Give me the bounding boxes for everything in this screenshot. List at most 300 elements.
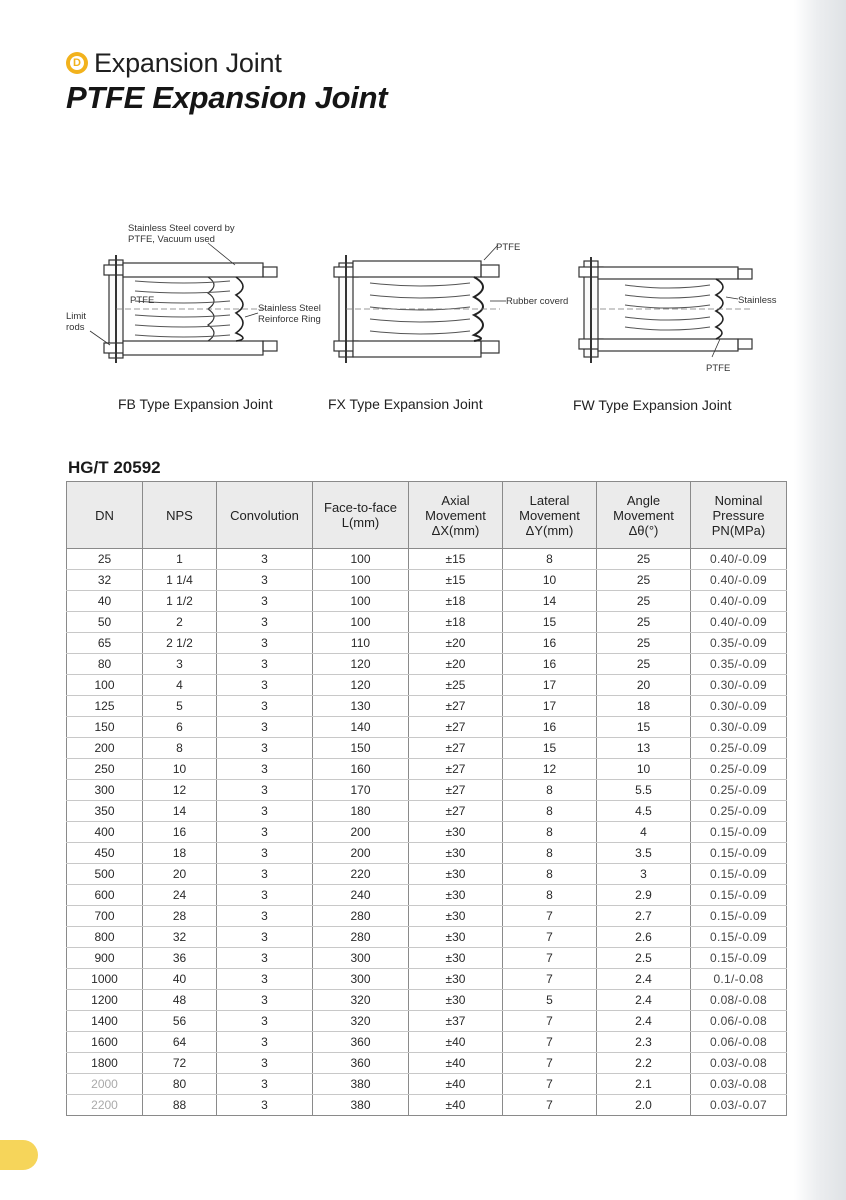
table-row bbox=[67, 717, 787, 738]
cell-face-to-face: 100 bbox=[313, 570, 409, 591]
cell-face-to-face: 100 bbox=[313, 549, 409, 570]
cell-dn: 900 bbox=[67, 948, 143, 969]
fb-note-ring bbox=[258, 303, 321, 325]
cell-axial-movement: ±18 bbox=[409, 591, 503, 612]
cell-convolution: 3 bbox=[217, 1095, 313, 1116]
cell-angle-movement: 25 bbox=[597, 633, 691, 654]
cell-lateral-movement: 7 bbox=[503, 927, 597, 948]
cell-convolution: 3 bbox=[217, 612, 313, 633]
cell-axial-movement: ±15 bbox=[409, 549, 503, 570]
cell-face-to-face: 170 bbox=[313, 780, 409, 801]
cell-angle-movement: 3 bbox=[597, 864, 691, 885]
table-row bbox=[67, 1032, 787, 1053]
cell-face-to-face: 120 bbox=[313, 654, 409, 675]
cell-face-to-face: 360 bbox=[313, 1053, 409, 1074]
cell-face-to-face: 280 bbox=[313, 927, 409, 948]
cell-axial-movement: ±27 bbox=[409, 801, 503, 822]
cell-angle-movement: 2.7 bbox=[597, 906, 691, 927]
spec-table bbox=[66, 481, 787, 1116]
cell-nps: 1 1/2 bbox=[143, 591, 217, 612]
fb-note-limit-line1: Limit bbox=[66, 311, 87, 322]
cell-dn: 1400 bbox=[67, 1011, 143, 1032]
section-badge-icon bbox=[66, 52, 88, 74]
header-face-to-face-l2: L(mm) bbox=[341, 515, 380, 530]
cell-dn: 150 bbox=[67, 717, 143, 738]
cell-lateral-movement: 7 bbox=[503, 1032, 597, 1053]
cell-angle-movement: 3.5 bbox=[597, 843, 691, 864]
cell-nps: 1 bbox=[143, 549, 217, 570]
cell-dn: 40 bbox=[67, 591, 143, 612]
cell-nominal-pressure: 0.35/-0.09 bbox=[691, 654, 787, 675]
cell-nps: 5 bbox=[143, 696, 217, 717]
cell-face-to-face: 380 bbox=[313, 1074, 409, 1095]
section-badge-letter: D bbox=[70, 56, 84, 70]
cell-convolution: 3 bbox=[217, 780, 313, 801]
cell-convolution: 3 bbox=[217, 549, 313, 570]
cell-dn: 2000 bbox=[67, 1074, 143, 1095]
cell-lateral-movement: 14 bbox=[503, 591, 597, 612]
cell-axial-movement: ±27 bbox=[409, 696, 503, 717]
table-row bbox=[67, 759, 787, 780]
cell-dn: 2200 bbox=[67, 1095, 143, 1116]
table-row bbox=[67, 654, 787, 675]
cell-angle-movement: 25 bbox=[597, 612, 691, 633]
header-nominal-pressure-l3: PN(MPa) bbox=[711, 522, 766, 538]
cell-dn: 350 bbox=[67, 801, 143, 822]
cell-nominal-pressure: 0.15/-0.09 bbox=[691, 885, 787, 906]
fb-note-ring-line2: Reinforce Ring bbox=[258, 314, 321, 325]
cell-axial-movement: ±30 bbox=[409, 885, 503, 906]
cell-lateral-movement: 15 bbox=[503, 612, 597, 633]
cell-nominal-pressure: 0.15/-0.09 bbox=[691, 906, 787, 927]
cell-face-to-face: 150 bbox=[313, 738, 409, 759]
cell-dn: 1800 bbox=[67, 1053, 143, 1074]
header-dn-l1: DN bbox=[95, 507, 114, 523]
cell-dn: 100 bbox=[67, 675, 143, 696]
cell-convolution: 3 bbox=[217, 843, 313, 864]
cell-axial-movement: ±30 bbox=[409, 969, 503, 990]
table-row bbox=[67, 822, 787, 843]
cell-lateral-movement: 8 bbox=[503, 843, 597, 864]
cell-face-to-face: 200 bbox=[313, 843, 409, 864]
cell-nps: 10 bbox=[143, 759, 217, 780]
table-row bbox=[67, 1011, 787, 1032]
cell-face-to-face: 100 bbox=[313, 591, 409, 612]
cell-nominal-pressure: 0.15/-0.09 bbox=[691, 843, 787, 864]
cell-dn: 700 bbox=[67, 906, 143, 927]
cell-lateral-movement: 8 bbox=[503, 780, 597, 801]
table-row bbox=[67, 591, 787, 612]
cell-angle-movement: 2.0 bbox=[597, 1095, 691, 1116]
header-angle-movement-l1: Angle bbox=[626, 492, 661, 508]
cell-dn: 250 bbox=[67, 759, 143, 780]
section-title: Expansion Joint bbox=[94, 47, 282, 78]
cell-angle-movement: 2.1 bbox=[597, 1074, 691, 1095]
cell-dn: 450 bbox=[67, 843, 143, 864]
cell-convolution: 3 bbox=[217, 654, 313, 675]
cell-convolution: 3 bbox=[217, 1011, 313, 1032]
cell-angle-movement: 25 bbox=[597, 654, 691, 675]
cell-axial-movement: ±30 bbox=[409, 843, 503, 864]
cell-convolution: 3 bbox=[217, 990, 313, 1011]
header-convolution bbox=[217, 482, 313, 549]
section-heading bbox=[66, 48, 387, 78]
cell-angle-movement: 2.6 bbox=[597, 927, 691, 948]
cell-convolution: 3 bbox=[217, 1053, 313, 1074]
header-nps bbox=[143, 482, 217, 549]
table-row bbox=[67, 885, 787, 906]
cell-nps: 72 bbox=[143, 1053, 217, 1074]
cell-nps: 28 bbox=[143, 906, 217, 927]
cell-lateral-movement: 16 bbox=[503, 654, 597, 675]
cell-nps: 12 bbox=[143, 780, 217, 801]
spec-table-header bbox=[67, 482, 787, 549]
table-row bbox=[67, 612, 787, 633]
cell-dn: 200 bbox=[67, 738, 143, 759]
cell-angle-movement: 18 bbox=[597, 696, 691, 717]
table-row bbox=[67, 738, 787, 759]
cell-face-to-face: 160 bbox=[313, 759, 409, 780]
table-row bbox=[67, 843, 787, 864]
cell-dn: 500 bbox=[67, 864, 143, 885]
fw-note-stainless: Stainless bbox=[738, 295, 777, 306]
cell-convolution: 3 bbox=[217, 717, 313, 738]
page-header bbox=[66, 48, 387, 116]
cell-convolution: 3 bbox=[217, 738, 313, 759]
joint-diagrams bbox=[60, 215, 780, 425]
cell-face-to-face: 130 bbox=[313, 696, 409, 717]
header-angle-movement bbox=[597, 482, 691, 549]
cell-lateral-movement: 7 bbox=[503, 948, 597, 969]
cell-axial-movement: ±40 bbox=[409, 1074, 503, 1095]
table-row bbox=[67, 801, 787, 822]
cell-lateral-movement: 17 bbox=[503, 696, 597, 717]
cell-axial-movement: ±18 bbox=[409, 612, 503, 633]
cell-convolution: 3 bbox=[217, 633, 313, 654]
cell-convolution: 3 bbox=[217, 927, 313, 948]
cell-lateral-movement: 17 bbox=[503, 675, 597, 696]
cell-convolution: 3 bbox=[217, 759, 313, 780]
cell-lateral-movement: 16 bbox=[503, 633, 597, 654]
cell-angle-movement: 13 bbox=[597, 738, 691, 759]
cell-nominal-pressure: 0.25/-0.09 bbox=[691, 801, 787, 822]
cell-angle-movement: 25 bbox=[597, 591, 691, 612]
cell-nominal-pressure: 0.40/-0.09 bbox=[691, 570, 787, 591]
cell-nominal-pressure: 0.1/-0.08 bbox=[691, 969, 787, 990]
cell-convolution: 3 bbox=[217, 801, 313, 822]
table-row bbox=[67, 780, 787, 801]
header-dn bbox=[67, 482, 143, 549]
cell-face-to-face: 280 bbox=[313, 906, 409, 927]
cell-nominal-pressure: 0.30/-0.09 bbox=[691, 717, 787, 738]
cell-axial-movement: ±30 bbox=[409, 948, 503, 969]
cell-dn: 300 bbox=[67, 780, 143, 801]
fx-type-diagram bbox=[334, 245, 506, 363]
cell-lateral-movement: 8 bbox=[503, 864, 597, 885]
cell-nps: 40 bbox=[143, 969, 217, 990]
cell-axial-movement: ±30 bbox=[409, 927, 503, 948]
cell-face-to-face: 200 bbox=[313, 822, 409, 843]
header-nominal-pressure-l1: Nominal bbox=[714, 492, 763, 508]
cell-nps: 20 bbox=[143, 864, 217, 885]
cell-axial-movement: ±37 bbox=[409, 1011, 503, 1032]
table-row bbox=[67, 1095, 787, 1116]
fb-note-limit-rods bbox=[66, 311, 86, 333]
page-number-tab bbox=[0, 1140, 38, 1170]
cell-lateral-movement: 7 bbox=[503, 969, 597, 990]
cell-nps: 3 bbox=[143, 654, 217, 675]
cell-nps: 32 bbox=[143, 927, 217, 948]
cell-axial-movement: ±40 bbox=[409, 1095, 503, 1116]
cell-dn: 1000 bbox=[67, 969, 143, 990]
cell-nominal-pressure: 0.15/-0.09 bbox=[691, 822, 787, 843]
cell-nominal-pressure: 0.40/-0.09 bbox=[691, 591, 787, 612]
spec-table-body bbox=[67, 549, 787, 1116]
fb-note-cover bbox=[128, 223, 235, 245]
cell-nominal-pressure: 0.25/-0.09 bbox=[691, 738, 787, 759]
fx-note-rubber: Rubber coverd bbox=[506, 296, 569, 307]
cell-face-to-face: 320 bbox=[313, 1011, 409, 1032]
header-angle-movement-l3: Δθ(°) bbox=[628, 522, 659, 538]
cell-axial-movement: ±30 bbox=[409, 864, 503, 885]
cell-convolution: 3 bbox=[217, 864, 313, 885]
cell-dn: 80 bbox=[67, 654, 143, 675]
cell-axial-movement: ±27 bbox=[409, 780, 503, 801]
cell-face-to-face: 110 bbox=[313, 633, 409, 654]
cell-angle-movement: 2.4 bbox=[597, 990, 691, 1011]
cell-convolution: 3 bbox=[217, 1074, 313, 1095]
cell-dn: 800 bbox=[67, 927, 143, 948]
cell-lateral-movement: 7 bbox=[503, 1011, 597, 1032]
cell-lateral-movement: 16 bbox=[503, 717, 597, 738]
cell-convolution: 3 bbox=[217, 885, 313, 906]
cell-angle-movement: 2.4 bbox=[597, 969, 691, 990]
fw-caption: FW Type Expansion Joint bbox=[573, 397, 732, 413]
cell-nominal-pressure: 0.25/-0.09 bbox=[691, 759, 787, 780]
standard-label: HG/T 20592 bbox=[68, 458, 161, 477]
fb-note-ring-line1: Stainless Steel bbox=[258, 303, 321, 314]
header-lateral-movement-l2: Movement bbox=[519, 507, 580, 523]
cell-nominal-pressure: 0.15/-0.09 bbox=[691, 927, 787, 948]
cell-face-to-face: 360 bbox=[313, 1032, 409, 1053]
header-axial-movement bbox=[409, 482, 503, 549]
fx-note-ptfe: PTFE bbox=[496, 242, 521, 253]
cell-nominal-pressure: 0.06/-0.08 bbox=[691, 1032, 787, 1053]
cell-face-to-face: 320 bbox=[313, 990, 409, 1011]
cell-convolution: 3 bbox=[217, 969, 313, 990]
cell-nominal-pressure: 0.40/-0.09 bbox=[691, 612, 787, 633]
table-row bbox=[67, 549, 787, 570]
cell-nps: 2 1/2 bbox=[143, 633, 217, 654]
cell-axial-movement: ±30 bbox=[409, 906, 503, 927]
cell-nominal-pressure: 0.08/-0.08 bbox=[691, 990, 787, 1011]
table-row bbox=[67, 969, 787, 990]
cell-dn: 32 bbox=[67, 570, 143, 591]
cell-angle-movement: 2.3 bbox=[597, 1032, 691, 1053]
table-row bbox=[67, 1053, 787, 1074]
fx-caption: FX Type Expansion Joint bbox=[328, 396, 483, 412]
header-angle-movement-l2: Movement bbox=[613, 507, 674, 523]
cell-nps: 16 bbox=[143, 822, 217, 843]
header-face-to-face bbox=[313, 482, 409, 549]
cell-angle-movement: 25 bbox=[597, 549, 691, 570]
fb-note-limit-line2: rods bbox=[66, 322, 85, 333]
cell-nominal-pressure: 0.15/-0.09 bbox=[691, 948, 787, 969]
cell-convolution: 3 bbox=[217, 1032, 313, 1053]
cell-angle-movement: 5.5 bbox=[597, 780, 691, 801]
cell-nps: 64 bbox=[143, 1032, 217, 1053]
page-edge-shade bbox=[794, 0, 846, 1200]
cell-nps: 88 bbox=[143, 1095, 217, 1116]
cell-angle-movement: 20 bbox=[597, 675, 691, 696]
cell-convolution: 3 bbox=[217, 822, 313, 843]
cell-face-to-face: 380 bbox=[313, 1095, 409, 1116]
table-row bbox=[67, 633, 787, 654]
header-lateral-movement-l3: ΔY(mm) bbox=[525, 522, 574, 538]
cell-dn: 25 bbox=[67, 549, 143, 570]
cell-axial-movement: ±25 bbox=[409, 675, 503, 696]
cell-nps: 56 bbox=[143, 1011, 217, 1032]
fw-note-ptfe: PTFE bbox=[706, 363, 731, 374]
cell-dn: 65 bbox=[67, 633, 143, 654]
cell-lateral-movement: 5 bbox=[503, 990, 597, 1011]
cell-dn: 1200 bbox=[67, 990, 143, 1011]
cell-angle-movement: 10 bbox=[597, 759, 691, 780]
cell-face-to-face: 100 bbox=[313, 612, 409, 633]
cell-lateral-movement: 7 bbox=[503, 906, 597, 927]
cell-lateral-movement: 12 bbox=[503, 759, 597, 780]
cell-face-to-face: 180 bbox=[313, 801, 409, 822]
cell-angle-movement: 4 bbox=[597, 822, 691, 843]
cell-face-to-face: 140 bbox=[313, 717, 409, 738]
cell-face-to-face: 300 bbox=[313, 969, 409, 990]
cell-convolution: 3 bbox=[217, 570, 313, 591]
cell-axial-movement: ±15 bbox=[409, 570, 503, 591]
table-row bbox=[67, 927, 787, 948]
cell-angle-movement: 2.4 bbox=[597, 1011, 691, 1032]
table-row bbox=[67, 990, 787, 1011]
cell-lateral-movement: 7 bbox=[503, 1095, 597, 1116]
cell-nps: 36 bbox=[143, 948, 217, 969]
cell-convolution: 3 bbox=[217, 948, 313, 969]
cell-angle-movement: 25 bbox=[597, 570, 691, 591]
cell-axial-movement: ±20 bbox=[409, 654, 503, 675]
cell-axial-movement: ±30 bbox=[409, 990, 503, 1011]
joint-diagrams-drawing bbox=[60, 215, 780, 425]
cell-lateral-movement: 7 bbox=[503, 1053, 597, 1074]
cell-nps: 18 bbox=[143, 843, 217, 864]
cell-nps: 80 bbox=[143, 1074, 217, 1095]
cell-lateral-movement: 15 bbox=[503, 738, 597, 759]
cell-angle-movement: 2.2 bbox=[597, 1053, 691, 1074]
cell-angle-movement: 2.5 bbox=[597, 948, 691, 969]
cell-axial-movement: ±20 bbox=[409, 633, 503, 654]
header-face-to-face-l1: Face-to-face bbox=[324, 500, 397, 515]
cell-nominal-pressure: 0.03/-0.08 bbox=[691, 1074, 787, 1095]
cell-dn: 1600 bbox=[67, 1032, 143, 1053]
cell-nominal-pressure: 0.35/-0.09 bbox=[691, 633, 787, 654]
cell-axial-movement: ±40 bbox=[409, 1032, 503, 1053]
cell-nps: 4 bbox=[143, 675, 217, 696]
cell-nps: 24 bbox=[143, 885, 217, 906]
header-convolution-l1: Convolution bbox=[230, 507, 299, 523]
cell-dn: 125 bbox=[67, 696, 143, 717]
header-nominal-pressure bbox=[691, 482, 787, 549]
header-nps-l1: NPS bbox=[166, 507, 193, 523]
cell-nominal-pressure: 0.15/-0.09 bbox=[691, 864, 787, 885]
header-axial-movement-l2: Movement bbox=[425, 507, 486, 523]
table-row bbox=[67, 948, 787, 969]
cell-nps: 48 bbox=[143, 990, 217, 1011]
page-title: PTFE Expansion Joint bbox=[66, 80, 388, 115]
table-row bbox=[67, 1074, 787, 1095]
table-row bbox=[67, 906, 787, 927]
table-row bbox=[67, 675, 787, 696]
fw-type-diagram bbox=[579, 257, 752, 363]
cell-axial-movement: ±30 bbox=[409, 822, 503, 843]
cell-nps: 8 bbox=[143, 738, 217, 759]
cell-nominal-pressure: 0.30/-0.09 bbox=[691, 675, 787, 696]
cell-axial-movement: ±27 bbox=[409, 738, 503, 759]
header-lateral-movement bbox=[503, 482, 597, 549]
cell-angle-movement: 4.5 bbox=[597, 801, 691, 822]
cell-face-to-face: 220 bbox=[313, 864, 409, 885]
cell-nps: 2 bbox=[143, 612, 217, 633]
cell-nominal-pressure: 0.25/-0.09 bbox=[691, 780, 787, 801]
cell-nominal-pressure: 0.03/-0.08 bbox=[691, 1053, 787, 1074]
fb-note-cover-line1: Stainless Steel coverd by bbox=[128, 223, 235, 234]
table-row bbox=[67, 864, 787, 885]
header-nominal-pressure-l2: Pressure bbox=[712, 507, 765, 523]
cell-convolution: 3 bbox=[217, 696, 313, 717]
cell-convolution: 3 bbox=[217, 675, 313, 696]
header-axial-movement-l3: ΔX(mm) bbox=[431, 522, 480, 538]
cell-dn: 400 bbox=[67, 822, 143, 843]
cell-nps: 1 1/4 bbox=[143, 570, 217, 591]
cell-nominal-pressure: 0.30/-0.09 bbox=[691, 696, 787, 717]
cell-nominal-pressure: 0.03/-0.07 bbox=[691, 1095, 787, 1116]
cell-axial-movement: ±27 bbox=[409, 717, 503, 738]
cell-lateral-movement: 8 bbox=[503, 801, 597, 822]
cell-nominal-pressure: 0.40/-0.09 bbox=[691, 549, 787, 570]
cell-angle-movement: 15 bbox=[597, 717, 691, 738]
cell-face-to-face: 300 bbox=[313, 948, 409, 969]
table-row bbox=[67, 570, 787, 591]
fb-note-cover-line2: PTFE, Vacuum used bbox=[128, 234, 215, 245]
cell-lateral-movement: 8 bbox=[503, 549, 597, 570]
cell-lateral-movement: 10 bbox=[503, 570, 597, 591]
cell-lateral-movement: 8 bbox=[503, 822, 597, 843]
cell-axial-movement: ±40 bbox=[409, 1053, 503, 1074]
cell-lateral-movement: 7 bbox=[503, 1074, 597, 1095]
cell-face-to-face: 240 bbox=[313, 885, 409, 906]
cell-convolution: 3 bbox=[217, 591, 313, 612]
cell-nps: 14 bbox=[143, 801, 217, 822]
cell-axial-movement: ±27 bbox=[409, 759, 503, 780]
cell-dn: 600 bbox=[67, 885, 143, 906]
header-lateral-movement-l1: Lateral bbox=[529, 492, 570, 508]
cell-dn: 50 bbox=[67, 612, 143, 633]
table-row bbox=[67, 696, 787, 717]
cell-face-to-face: 120 bbox=[313, 675, 409, 696]
cell-lateral-movement: 8 bbox=[503, 885, 597, 906]
cell-convolution: 3 bbox=[217, 906, 313, 927]
cell-angle-movement: 2.9 bbox=[597, 885, 691, 906]
cell-nominal-pressure: 0.06/-0.08 bbox=[691, 1011, 787, 1032]
cell-nps: 6 bbox=[143, 717, 217, 738]
header-axial-movement-l1: Axial bbox=[441, 492, 470, 508]
fb-note-ptfe: PTFE bbox=[130, 295, 155, 306]
